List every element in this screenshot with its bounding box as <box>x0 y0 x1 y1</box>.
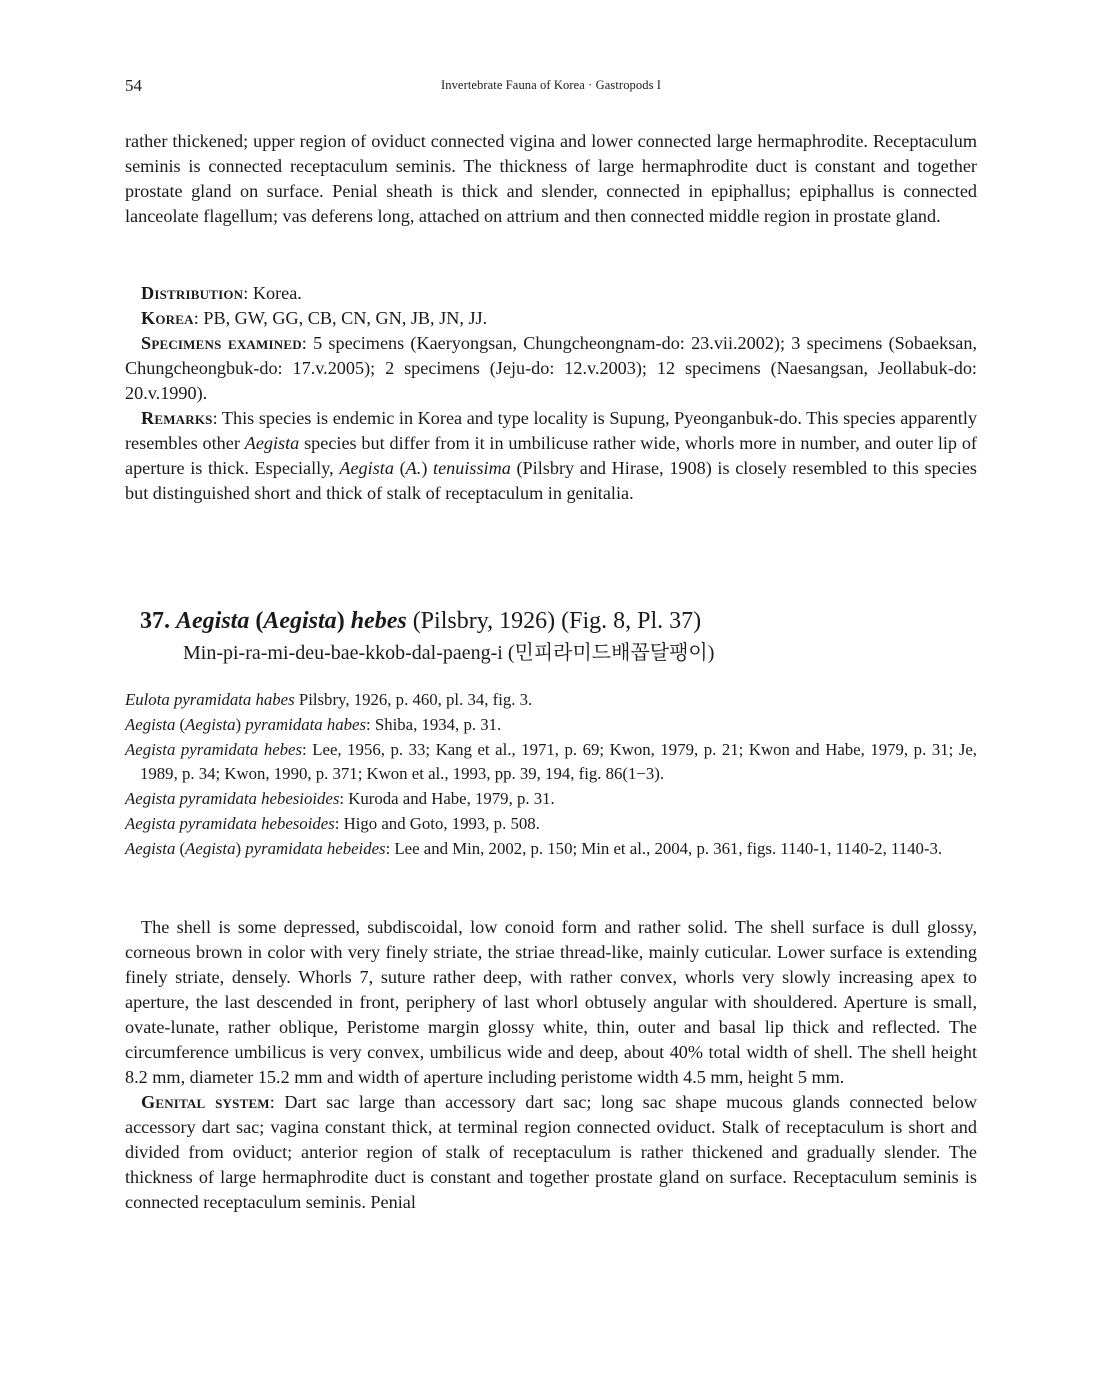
remarks-paragraph: Remarks: This species is endemic in Korea and type locality is Supung, Pyeonganbuk-do. This species apparently resembles other Aegista species but differ from it in umbilicuse rather wide, whorls more in number, and outer lip of aperture is thick. Especially, Aegista (A.) tenuissima (Pilsbry and Hirase, 1908) is closely resembled to this species but distinguished short and thick of stalk of receptaculum in genitalia. <box>125 408 978 503</box>
synonym-reference: : Lee and Min, 2002, p. 150; Min et al., 2004, p. 361, figs. 1140-1, 1140-2, 1140-3. <box>385 838 943 858</box>
species-title <box>140 605 980 637</box>
remarks-label: Remarks <box>141 408 213 428</box>
remarks-compare-species: tenuissima <box>433 458 511 478</box>
distribution-line: Distribution: Korea. <box>141 283 302 303</box>
species-heading <box>140 605 980 667</box>
continued-paragraph-block <box>125 129 977 229</box>
synonym-reference: : Kuroda and Habe, 1979, p. 31. <box>339 789 555 809</box>
synonym-paren-open: ( <box>175 838 186 858</box>
synonym-paren-close: ) <box>235 838 246 858</box>
synonym-epithet: pyramidata habes <box>245 714 367 734</box>
species-subgenus: Aegista <box>263 608 337 634</box>
species-epithet: hebes <box>344 608 407 634</box>
species-number: 37. <box>140 608 170 634</box>
description-block <box>125 915 977 1215</box>
synonym-entry <box>125 837 977 862</box>
genital-paragraph: Genital system: Dart sac large than accessory dart sac; long sac shape mucous glands connected below accessory dart sac; vagina constant thick, at terminal region connected oviduct. Stalk of receptaculum is short and divided from oviduct; anterior region of stalk of receptaculum is rather thickened and gradually slender. The thickness of large hermaphrodite duct is constant and together prostate gland on surface. Receptaculum seminis is connected receptaculum seminis. Penial <box>125 1092 977 1212</box>
korea-label: Korea <box>141 308 194 328</box>
synonym-entry <box>125 713 977 738</box>
synonym-name: Aegista <box>125 838 176 858</box>
synonym-name: Aegista pyramidata hebesoides <box>125 813 335 833</box>
synonym-name: Aegista <box>125 714 176 734</box>
synonym-reference: Pilsbry, 1926, p. 460, pl. 34, fig. 3. <box>294 690 533 709</box>
synonym-subgenus: Aegista <box>185 838 236 858</box>
synonym-paren-open: ( <box>175 714 186 734</box>
remarks-compare-close: ) <box>421 458 434 478</box>
synonym-subgenus: Aegista <box>185 714 236 734</box>
running-title: Invertebrate Fauna of Korea · Gastropods I <box>440 78 662 92</box>
korean-common-name: Min-pi-ra-mi-deu-bae-kkob-dal-paeng-i (민피라미드배꼽달팽이) <box>183 642 715 664</box>
species-info-block <box>125 281 977 506</box>
synonym-entry <box>125 812 977 837</box>
specimens-text: 5 specimens (Kaeryongsan, Chungcheongnam-do: 23.vii.2002); 3 specimens (Sobaeksan, Chungcheongbuk-do: 17.v.2005); 2 specimens (Jeju-do: 12.v.2003); 12 specimens (Naesangsan, Jeollabuk-do: 20.v.1990). <box>125 333 977 403</box>
korea-text: PB, GW, GG, CB, CN, GN, JB, JN, JJ. <box>203 308 488 328</box>
remarks-text-2: species but differ from it in umbilicuse rather wide, whorls more in number, and outer lip of aperture is thick. Especially, <box>125 433 977 478</box>
species-authority: (Pilsbry, 1926) (Fig. 8, Pl. 37) <box>406 608 702 634</box>
remarks-text-1: This species is endemic in Korea and type locality is Supung, Pyeonganbuk-do. This species apparently resembles other <box>125 408 977 453</box>
synonym-epithet: pyramidata hebeides <box>245 838 386 858</box>
genital-label: Genital system <box>141 1092 270 1112</box>
synonym-reference: : Shiba, 1934, p. 31. <box>366 714 502 734</box>
synonym-reference: : Higo and Goto, 1993, p. 508. <box>334 813 540 833</box>
remarks-text-3: (Pilsbry and Hirase, 1908) is closely resembled to this species but distinguished short and thick of stalk of receptaculum in genitalia. <box>125 458 978 503</box>
synonym-entry <box>125 688 977 713</box>
shell-description: The shell is some depressed, subdiscoidal, low conoid form and rather solid. The shell surface is dull glossy, corneous brown in color with very finely striate, the striae thread-like, mainly cuticular. Lower surface is extending finely striate, densely. Whorls 7, suture rather deep, with rather convex, whorls very slowly increasing apex to aperture, the last descended in front, periphery of last whorl obtusely angular with shouldered. Aperture is small, ovate-lunate, rather oblique, Peristome margin glossy white, thin, outer and basal lip thick and reflected. The circumference umbilicus is very convex, umbilicus wide and deep, about 40% total width of shell. The shell height 8.2 mm, diameter 15.2 mm and width of aperture including peristome width 4.5 mm, height 5 mm. <box>125 917 977 1087</box>
korea-line: Korea: PB, GW, GG, CB, CN, GN, JB, JN, JJ. <box>141 308 488 328</box>
synonym-entry <box>125 738 977 788</box>
species-subgenus-close: ) <box>336 608 345 634</box>
genital-text: Dart sac large than accessory dart sac; long sac shape mucous glands connected below accessory dart sac; vagina constant thick, at terminal region connected oviduct. Stalk of receptaculum is short and divided from oviduct; anterior region of stalk of receptaculum is rather thickened and gradually slender. The thickness of large hermaphrodite duct is constant and together prostate gland on surface. Receptaculum seminis is connected receptaculum seminis. Penial <box>125 1092 977 1212</box>
distribution-label: Distribution <box>141 283 244 303</box>
synonym-name: Aegista pyramidata hebesioides <box>125 789 340 809</box>
synonym-name: Eulota pyramidata habes <box>125 690 295 709</box>
distribution-text: Korea. <box>252 283 302 303</box>
specimens-label: Specimens examined <box>141 333 302 353</box>
synonym-entry <box>125 787 977 812</box>
continued-paragraph: rather thickened; upper region of oviduct connected vigina and lower connected large hermaphrodite. Receptaculum seminis is connected receptaculum seminis. The thickness of large hermaphrodite duct is constant and together prostate gland on surface. Penial sheath is thick and slender, connected in epiphallus; epiphallus is connected lanceolate flagellum; vas deferens long, attached on attrium and then connected middle region in prostate gland. <box>125 131 977 226</box>
remarks-compare-genus: Aegista <box>339 458 394 478</box>
specimens-paragraph: Specimens examined: 5 specimens (Kaeryongsan, Chungcheongnam-do: 23.vii.2002); 3 specimens (Sobaeksan, Chungcheongbuk-do: 17.v.2005); 2 specimens (Jeju-do: 12.v.2003); 12 specimens (Naesangsan, Jeollabuk-do: 20.v.1990). <box>125 333 977 403</box>
synonym-name: Aegista pyramidata hebes <box>125 739 303 759</box>
species-subgenus-open: ( <box>249 608 264 634</box>
remarks-genus: Aegista <box>244 433 300 453</box>
page-header <box>125 76 977 96</box>
remarks-compare-open: ( <box>393 458 406 478</box>
synonymy-list <box>125 688 977 862</box>
synonym-reference: : Lee, 1956, p. 33; Kang et al., 1971, p. 69; Kwon, 1979, p. 21; Kwon and Habe, 1979, p. 31; Je, 1989, p. 34; Kwon, 1990, p. 371; Kwon et al., 1993, pp. 39, 194, fig. 86(1−3). <box>140 739 977 784</box>
remarks-compare-sub: A. <box>405 458 422 478</box>
synonym-paren-close: ) <box>235 714 246 734</box>
page-number: 54 <box>125 76 142 95</box>
species-genus: Aegista <box>176 608 250 634</box>
